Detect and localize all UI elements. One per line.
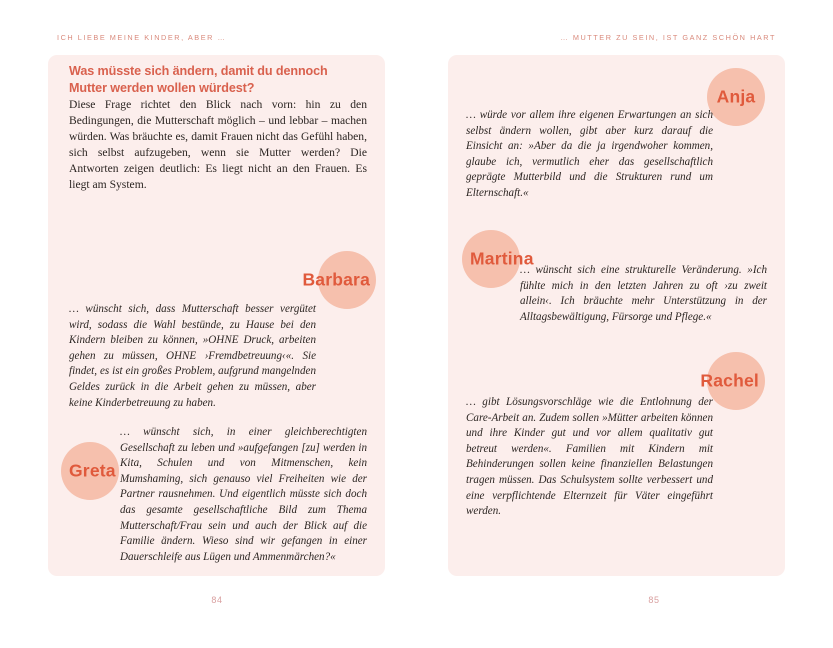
running-head-left: ICH LIEBE MEINE KINDER, ABER … [57, 33, 227, 42]
right-page-panel [448, 55, 785, 576]
name-badge-label: Anja [716, 86, 756, 107]
name-badge-label: Greta [69, 460, 116, 481]
quote-rachel: … gibt Lösungsvorschläge wie die Entlohnung der Care-Arbeit an. Zudem sollen »Mütter arbeiten können und ihre Kinder gut und vor allem qualitativ gut betreut werden«. Familien mit Kindern mit Behinderungen sollen keine finanziellen Belastungen tragen müssen. Das Schulsystem sollte verbessert und eine verpflichtende Elternzeit für Väter eingeführt werden. [466, 396, 713, 518]
folio-right: 85 [648, 595, 660, 605]
name-badge-martina [462, 230, 534, 288]
page-title: Was müsste sich ändern, damit du dennoch Mutter werden wollen würdest? [69, 64, 328, 96]
quote-martina: … wünscht sich eine strukturelle Veränderung. »Ich fühlte mich in den letzten Jahren zu oft ›zu zweit allein‹. Ich bräuchte mehr Unterstützung in der Alltagsbewältigung, Fürsorge und Pflege.« [520, 264, 767, 323]
quote-anja: … würde vor allem ihre eigenen Erwartungen an sich selbst ändern wollen, gibt aber kurz darauf die Einsicht an: »Aber da die ja irgendwoher kommen, glaube ich, vermutlich eher das gesellschaftlich geprägte Mutterbild und die Strukturen rund um Elternschaft.« [466, 109, 713, 199]
name-badge-greta [61, 442, 119, 500]
intro-paragraph: Diese Frage richtet den Blick nach vorn: hin zu den Bedingungen, die Mutterschaft möglich – und lebbar – machen würden. Was bräuchte es, damit Frauen nicht das Gefühl haben, sich selbst aufzugeben, wenn sie Mutter werden? Die Antworten zeigen deutlich: Es liegt nicht an den Frauen. Es liegt am System. [69, 98, 367, 192]
folio-left: 84 [211, 595, 223, 605]
name-badge-label: Barbara [302, 269, 370, 290]
running-head-right: … MUTTER ZU SEIN, IST GANZ SCHÖN HART [560, 33, 776, 42]
name-badge-barbara [302, 251, 376, 309]
name-badge-label: Martina [470, 248, 534, 269]
name-badge-label: Rachel [700, 370, 759, 391]
quote-greta: … wünscht sich, in einer gleichberechtigten Gesellschaft zu leben und »aufgefangen [zu] werden in Kita, Schulen und von Mitmenschen, kein Mumshaming, sich genauso viel Freiheiten wie der Partner rausnehmen. Und eigentlich müsste sich doch das gesamte gesellschaftliche Bild zum Thema Mutterschaft/Frau sein und auch der Blick auf die Familie ändern. Wieso sind wir gefangen in einer Dauerschleife aus Lügen und Ammenmärchen?« [120, 426, 367, 563]
left-page-panel [48, 55, 385, 576]
quote-barbara: … wünscht sich, dass Mutterschaft besser vergütet wird, sodass die Wahl bestünde, zu Hause bei den Kindern bleiben zu können, »OHNE Druck, arbeiten gehen zu müssen, OHNE ›Fremdbetreuung‹«. Sie findet, es ist ein großes Problem, aufgrund mangelnden Geldes zurück in die Arbeit gehen zu müssen, aber keine Kinderbetreuung zu haben. [69, 303, 316, 409]
name-badge-anja [707, 68, 765, 126]
name-badge-rachel [700, 352, 765, 410]
